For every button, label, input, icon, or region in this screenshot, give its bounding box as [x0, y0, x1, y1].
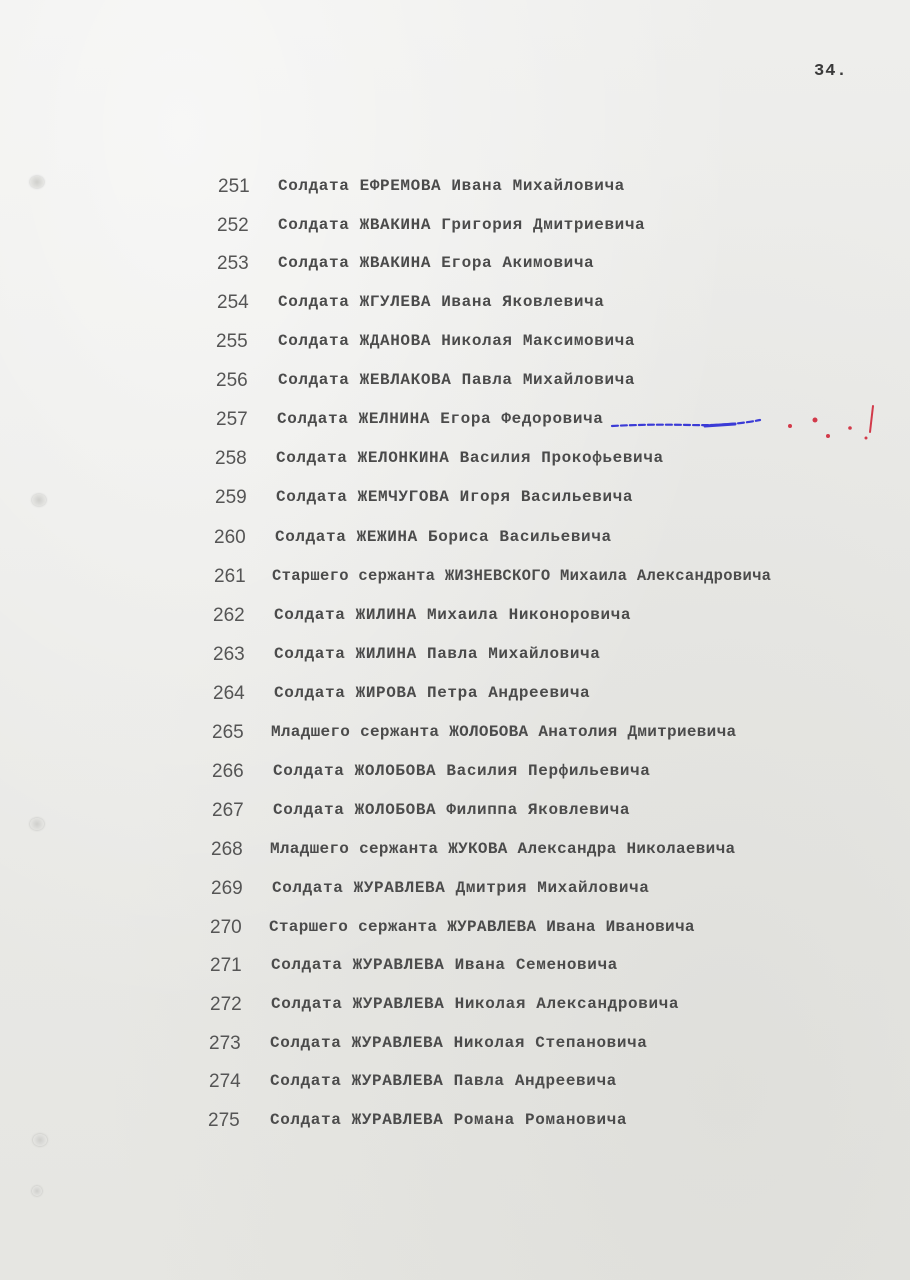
entry-number: 270	[210, 917, 242, 938]
list-item	[208, 1110, 748, 1134]
list-item	[216, 370, 736, 394]
entry-text: Солдата ЖИРОВА Петра Андреевича	[274, 684, 591, 702]
entry-text: Солдата ЖВАКИНА Григория Дмитриевича	[278, 216, 646, 234]
entry-number: 260	[214, 527, 246, 548]
entry-text: Солдата ЖУРАВЛЕВА Дмитрия Михайловича	[272, 879, 650, 897]
entry-text: Солдата ЖВАКИНА Егора Акимовича	[278, 254, 595, 272]
list-item	[212, 800, 752, 824]
entry-text: Старшего сержанта ЖУРАВЛЕВА Ивана Ивановича	[269, 918, 695, 936]
entry-number: 252	[217, 215, 249, 236]
list-item	[215, 448, 755, 472]
red-pen-mark	[770, 398, 890, 448]
entry-number: 262	[213, 605, 245, 626]
entry-number: 265	[212, 722, 244, 743]
entry-text: Солдата ЖЕЖИНА Бориса Васильевича	[275, 528, 612, 546]
entry-text: Солдата ЕФРЕМОВА Ивана Михайловича	[278, 177, 625, 195]
page-number: 34.	[814, 62, 848, 81]
list-item	[214, 566, 904, 590]
entry-number: 273	[209, 1033, 241, 1054]
blue-pen-mark	[610, 410, 770, 440]
list-item	[210, 994, 770, 1018]
entry-text: Солдата ЖЕЛНИНА Егора Федоровича	[277, 410, 604, 428]
list-item	[217, 215, 717, 239]
entry-text: Солдата ЖУРАВЛЕВА Николая Степановича	[270, 1034, 648, 1052]
entry-number: 261	[214, 566, 246, 587]
entry-text: Солдата ЖЕЛОНКИНА Василия Прокофьевича	[276, 449, 664, 467]
binder-hole	[33, 1134, 47, 1146]
entry-number: 267	[212, 800, 244, 821]
list-item	[217, 253, 717, 277]
entry-text: Солдата ЖИЛИНА Михаила Никоноровича	[274, 606, 632, 624]
entry-number: 275	[208, 1110, 240, 1131]
entry-text: Солдата ЖЕВЛАКОВА Павла Михайловича	[278, 371, 636, 389]
binder-hole	[30, 176, 44, 188]
entry-text: Солдата ЖУРАВЛЕВА Романа Романовича	[270, 1111, 628, 1129]
entry-text: Солдата ЖОЛОБОВА Василия Перфильевича	[273, 762, 651, 780]
entry-text: Старшего сержанта ЖИЗНЕВСКОГО Михаила Александровича	[272, 567, 772, 585]
entry-text: Солдата ЖГУЛЕВА Ивана Яковлевича	[278, 293, 605, 311]
entry-number: 256	[216, 370, 248, 391]
list-item	[213, 683, 753, 707]
entry-number: 258	[215, 448, 247, 469]
list-item	[210, 955, 750, 979]
list-item	[211, 839, 851, 863]
list-item	[211, 878, 751, 902]
entry-text: Солдата ЖУРАВЛЕВА Ивана Семеновича	[271, 956, 618, 974]
entry-number: 253	[217, 253, 249, 274]
entry-text: Солдата ЖДАНОВА Николая Максимовича	[278, 332, 636, 350]
list-item	[215, 487, 755, 511]
list-item	[213, 644, 753, 668]
entry-number: 271	[210, 955, 242, 976]
entry-number: 251	[218, 176, 250, 197]
entry-number: 254	[217, 292, 249, 313]
list-item	[212, 761, 752, 785]
entry-number: 274	[209, 1071, 241, 1092]
list-item	[212, 722, 852, 746]
list-item	[218, 176, 718, 200]
entry-number: 255	[216, 331, 248, 352]
entry-number: 263	[213, 644, 245, 665]
binder-hole	[32, 494, 46, 506]
binder-hole	[30, 818, 44, 830]
list-item	[216, 331, 736, 355]
list-item	[210, 917, 810, 941]
entry-number: 272	[210, 994, 242, 1015]
entry-number: 257	[216, 409, 248, 430]
entry-text: Солдата ЖИЛИНА Павла Михайловича	[274, 645, 601, 663]
entry-number: 264	[213, 683, 245, 704]
entry-text: Солдата ЖУРАВЛЕВА Павла Андреевича	[270, 1072, 617, 1090]
list-item	[209, 1071, 749, 1095]
entry-number: 268	[211, 839, 243, 860]
entry-text: Младшего сержанта ЖУКОВА Александра Николаевича	[270, 840, 736, 858]
entry-text: Младшего сержанта ЖОЛОБОВА Анатолия Дмитриевича	[271, 723, 737, 741]
list-item	[214, 527, 754, 551]
entry-number: 259	[215, 487, 247, 508]
list-item	[209, 1033, 749, 1057]
list-item	[213, 605, 753, 629]
entry-number: 269	[211, 878, 243, 899]
binder-hole	[32, 1186, 42, 1196]
entry-text: Солдата ЖЕМЧУГОВА Игоря Васильевича	[276, 488, 634, 506]
entry-text: Солдата ЖУРАВЛЕВА Николая Александровича	[271, 995, 680, 1013]
entry-number: 266	[212, 761, 244, 782]
entry-text: Солдата ЖОЛОБОВА Филиппа Яковлевича	[273, 801, 631, 819]
list-item	[217, 292, 717, 316]
